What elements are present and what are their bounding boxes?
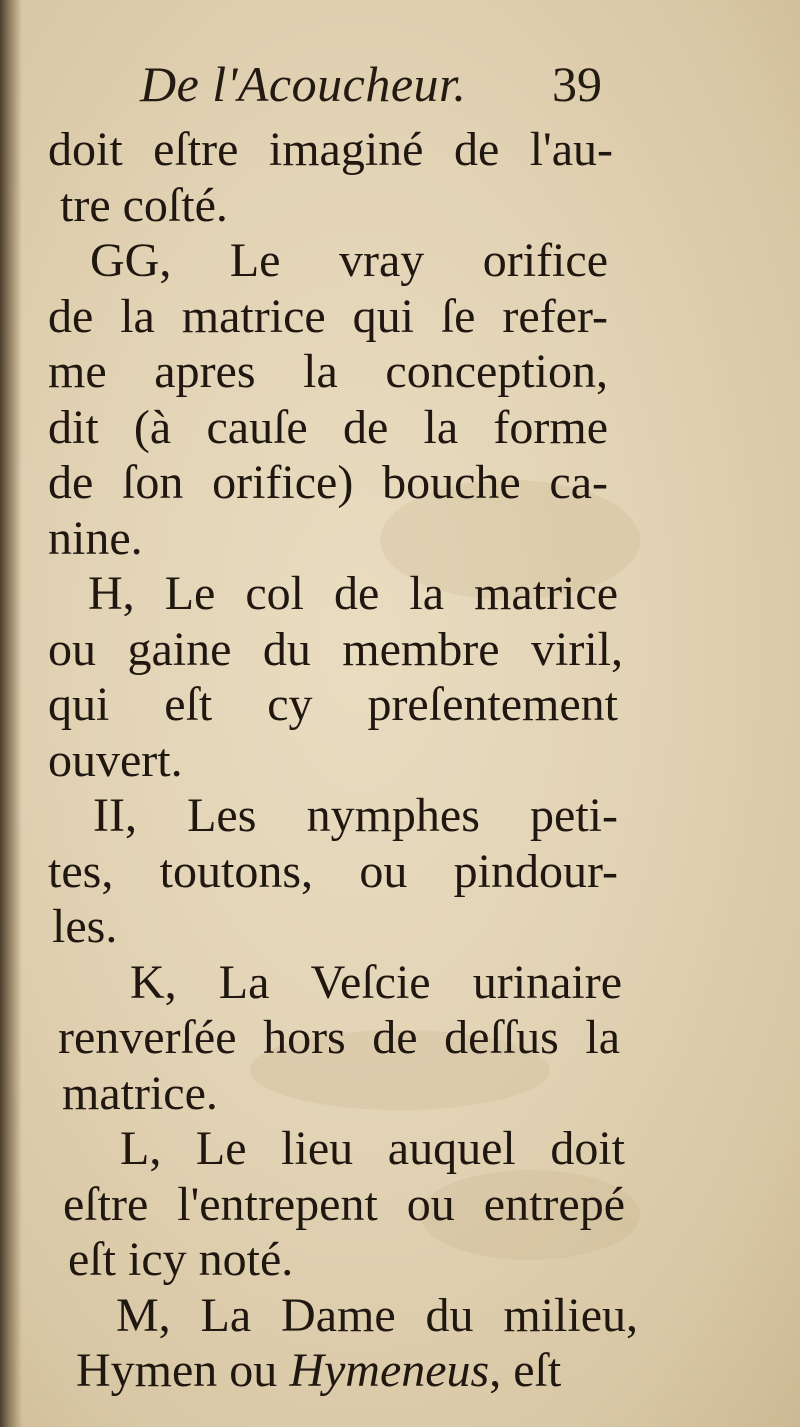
text-line: tre coſté. [60, 178, 228, 232]
text-line: eſt icy noté. [68, 1233, 294, 1286]
page-header [140, 55, 640, 125]
text-run: Hymen ou [76, 1344, 290, 1397]
page-number: 39 [552, 56, 602, 112]
text-line: les. [52, 900, 118, 953]
text-line [48, 1343, 648, 1399]
text-line: K, La Veſcie urinaire [130, 955, 622, 1009]
text-line: H, Le col de la matrice [88, 567, 618, 620]
page-gutter-shadow [0, 0, 22, 1427]
body-text [48, 122, 648, 1399]
text-line: M, La Dame du milieu, [116, 1288, 638, 1342]
text-line: dit (à cauſe de la forme [48, 400, 608, 454]
text-line: L, Le lieu auquel doit [120, 1122, 625, 1175]
text-run: , eſt [489, 1344, 562, 1397]
text-line: matrice. [62, 1066, 218, 1120]
text-line: ou gaine du membre viril, [48, 622, 623, 676]
italic-word: Hymeneus [289, 1344, 490, 1397]
text-line: me apres la conception, [48, 345, 608, 398]
text-line: de la matrice qui ſe refer- [48, 289, 608, 343]
text-line: II, Les nymphes peti- [93, 789, 618, 842]
text-line: nine. [48, 511, 143, 565]
text-line: de ſon orifice) bouche ca- [48, 456, 608, 509]
text-line: GG, Le vray orifice [90, 234, 608, 287]
text-line: qui eſt cy preſentement [48, 678, 618, 731]
text-line: renverſée hors de deſſus la [58, 1011, 620, 1064]
text-line: doit eſtre imaginé de l'au- [48, 123, 613, 176]
text-line: ouvert. [48, 733, 183, 787]
running-title: De l'Acoucheur. [140, 56, 467, 112]
text-line: eſtre l'entrepent ou entrepé [63, 1177, 625, 1231]
text-line: tes, toutons, ou pindour- [48, 844, 618, 898]
